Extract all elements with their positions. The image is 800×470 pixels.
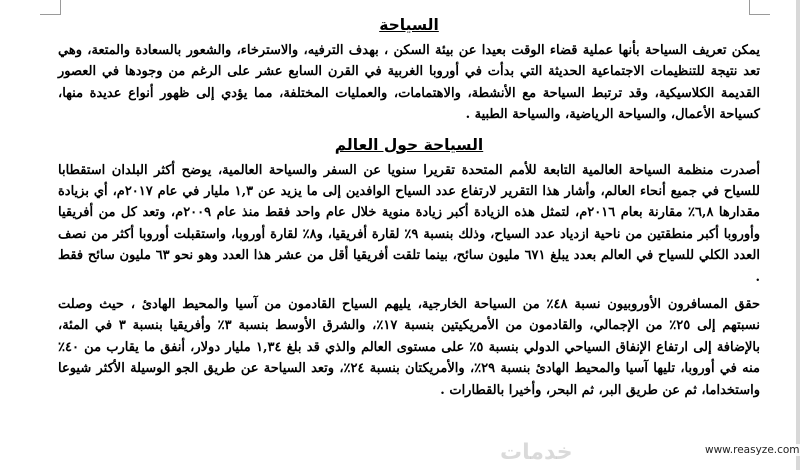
page-edge [796,0,800,470]
site-url-label: www.reasyze.com [705,444,800,456]
margin-corner-mark-left [40,0,61,15]
watermark-logo: خدمات [500,440,573,465]
margin-corner-mark-right [749,0,770,15]
document-body [58,14,760,401]
paragraph-world-tourism-report: أصدرت منظمة السياحة العالمية التابعة للأمم المتحدة تقريرا سنويا عن السفر والسياحة العالمية، يوضح أكثر البلدان استقطابا للسياح في جميع أنحاء العالم، وأشار هذا التقرير لارتفاع عدد السياح الوافدين إلى ما يزيد عن ١,٣ مليار في عام ٢٠١٧م، أي بزيادة مقدارها ٦,٨٪ مقارنة بعام ٢٠١٦م، لتمثل هذه الزيادة أكبر زيادة منوية خلال عام واحد فقط منذ عام ٢٠٠٩م، وتعد كل من أفريقيا وأوروبا أكبر منطقتين من ناحية ازدياد عدد السياح، وذلك بنسبة ٩٪ لقارة أفريقيا، و٨٪ لقارة أوروبا، واستقبلت أوروبا أكثر من نصف العدد الكلي للسياح في العالم بعدد يبلغ ٦٧١ مليون سائح، بينما تلقت أفريقيا أقل من عشر هذا العدد وهو نحو ٦٣ مليون سائح فقط . [58,162,761,285]
paragraph-traveler-statistics: حقق المسافرون الأوروبيون نسبة ٤٨٪ من السياحة الخارجية، يليهم السياح القادمون من آسيا والمحيط الهادئ ، حيث وصلت نسبتهم إلى ٢٥٪ من الإجمالي، والقادمون من الأمريكيتين بنسبة ١٧٪، والشرق الأوسط بنسبة ٣٪ وأفريقيا بنسبة ٣ في المئة، بالإضافة إلى ارتفاع الإنفاق السياحي الدولي بنسبة ٥٪ على مستوى العالم والذي قد بلغ ١,٣٤ مليار دولار، أنفق ما يقارب من ٤٠٪ منه في أوروبا، تليها آسيا والمحيط الهادئ بنسبة ٢٩٪، والأمريكتان بنسبة ٢٤٪، وتعد السياحة عن طريق الجو الوسيلة الأكثر شيوعا واستخداما، ثم عن طريق البر، ثم البحر، وأخيرا بالقطارات . [58,297,761,398]
paragraph-tourism-definition: يمكن تعريف السياحة بأنها عملية قضاء الوقت بعيدا عن بيئة السكن ، بهدف الترفيه، والاسترخاء، والشعور بالسعادة والمتعة، وهي تعد نتيجة للتنظيمات الاجتماعية الحديثة التي بدأت في أوروبا الغربية في القرن السابع عشر على الرغم من وجودها في العصور القديمة الكلاسيكية، وقد ترتبط السياحة مع الأنشطة، والاهتمامات، والعمليات المختلفة، مما يؤدي إلى ظهور أنواع عديدة منها، كسياحة الأعمال، والسياحة الرياضية، والسياحة الطبية . [58,43,760,123]
section-heading-tourism-world: السياحة حول العالم [334,135,484,154]
section-heading-tourism: السياحة [379,16,439,34]
